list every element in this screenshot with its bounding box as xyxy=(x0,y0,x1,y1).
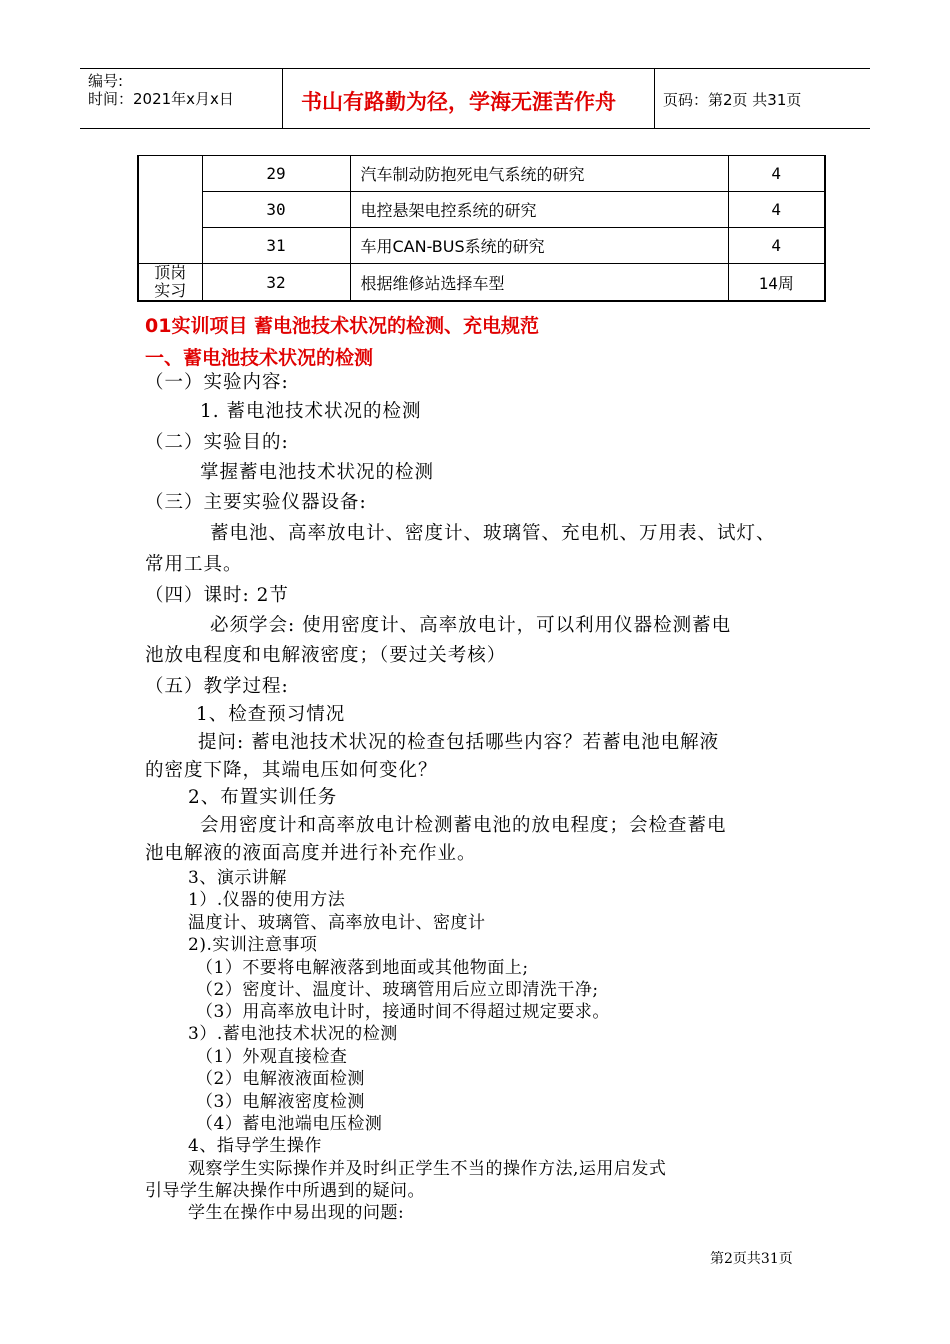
project-title: 01实训项目 蓄电池技术状况的检测、充电规范 xyxy=(145,315,540,337)
category-line: 实习 xyxy=(154,281,187,300)
list-item: （1）不要将电解液落到地面或其他物面上; xyxy=(196,958,529,978)
category-cell xyxy=(138,264,202,302)
paragraph-line: 3、演示讲解 xyxy=(188,868,287,888)
table-row xyxy=(138,192,825,228)
paragraph-line: 1、检查预习情况 xyxy=(196,704,346,725)
list-item: （3）用高率放电计时，接通时间不得超过规定要求。 xyxy=(196,1002,610,1022)
paragraph-line: 会用密度计和高率放电计检测蓄电池的放电程度；会检查蓄电 xyxy=(200,815,727,836)
course-plan-table xyxy=(137,155,826,302)
paragraph-line: 掌握蓄电池技术状况的检测 xyxy=(200,462,435,483)
header-number-label: 编号: xyxy=(88,72,124,90)
row-hours: 4 xyxy=(728,192,825,228)
list-item: （3）电解液密度检测 xyxy=(196,1092,365,1112)
header-page-label: 页码：第2页 共31页 xyxy=(663,91,802,109)
paragraph-line: 观察学生实际操作并及时纠正学生不当的操作方法,运用启发式 xyxy=(188,1159,667,1179)
paragraph-line: 必须学会: 使用密度计、高率放电计，可以利用仪器检测蓄电 xyxy=(210,615,732,636)
row-hours: 4 xyxy=(728,228,825,264)
subheading: （三）主要实验仪器设备: xyxy=(145,492,367,513)
row-topic: 汽车制动防抱死电气系统的研究 xyxy=(350,156,728,192)
row-number: 31 xyxy=(202,228,350,264)
list-item: （4）蓄电池端电压检测 xyxy=(196,1114,383,1134)
list-item: （1）外观直接检查 xyxy=(196,1047,348,1067)
row-hours: 4 xyxy=(728,156,825,192)
table-row xyxy=(138,156,825,192)
page-footer: 第2页共31页 xyxy=(710,1251,793,1267)
header-motto: 书山有路勤为径，学海无涯苦作舟 xyxy=(301,90,616,114)
row-number: 29 xyxy=(202,156,350,192)
paragraph-line: 4、指导学生操作 xyxy=(188,1136,322,1156)
paragraph-line: 1）.仪器的使用方法 xyxy=(188,890,346,910)
header-divider xyxy=(282,68,283,128)
table-row xyxy=(138,228,825,264)
category-line: 顶岗 xyxy=(154,263,187,282)
table-row xyxy=(138,264,825,302)
category-cell xyxy=(138,156,202,264)
subheading: （一）实验内容: xyxy=(145,372,289,393)
paragraph-line: 常用工具。 xyxy=(145,554,243,575)
paragraph-line: 的密度下降，其端电压如何变化？ xyxy=(145,760,438,781)
paragraph-line: 3）.蓄电池技术状况的检测 xyxy=(188,1024,398,1044)
paragraph-line: 池电解液的液面高度并进行补充作业。 xyxy=(145,843,477,864)
paragraph-line: 1. 蓄电池技术状况的检测 xyxy=(200,401,422,422)
header-date-label: 时间：2021年x月x日 xyxy=(88,90,234,108)
paragraph-line: 蓄电池、高率放电计、密度计、玻璃管、充电机、万用表、试灯、 xyxy=(210,523,776,544)
row-topic: 车用CAN-BUS系统的研究 xyxy=(350,228,728,264)
row-topic: 根据维修站选择车型 xyxy=(350,264,728,302)
header-top-rule xyxy=(80,68,870,69)
list-item: （2）密度计、温度计、玻璃管用后应立即清洗干净; xyxy=(196,980,599,1000)
row-hours: 14周 xyxy=(728,264,825,302)
subheading: （五）教学过程: xyxy=(145,676,289,697)
header-divider xyxy=(654,68,655,128)
list-item: （2）电解液液面检测 xyxy=(196,1069,365,1089)
row-topic: 电控悬架电控系统的研究 xyxy=(350,192,728,228)
header-bottom-rule xyxy=(80,128,870,129)
paragraph-line: 提问: 蓄电池技术状况的检查包括哪些内容？若蓄电池电解液 xyxy=(198,732,720,753)
paragraph-line: 2、布置实训任务 xyxy=(188,787,338,808)
row-number: 30 xyxy=(202,192,350,228)
paragraph-line: 温度计、玻璃管、高率放电计、密度计 xyxy=(188,913,486,933)
subheading: （四）课时: 2节 xyxy=(145,585,289,606)
paragraph-line: 池放电程度和电解液密度；（要过关考核） xyxy=(145,645,507,666)
paragraph-line: 引导学生解决操作中所遇到的疑问。 xyxy=(145,1181,425,1201)
paragraph-line: 2).实训注意事项 xyxy=(188,935,318,955)
row-number: 32 xyxy=(202,264,350,302)
subheading: （二）实验目的: xyxy=(145,432,289,453)
section-title: 一、蓄电池技术状况的检测 xyxy=(145,347,374,369)
paragraph-line: 学生在操作中易出现的问题: xyxy=(188,1203,405,1223)
